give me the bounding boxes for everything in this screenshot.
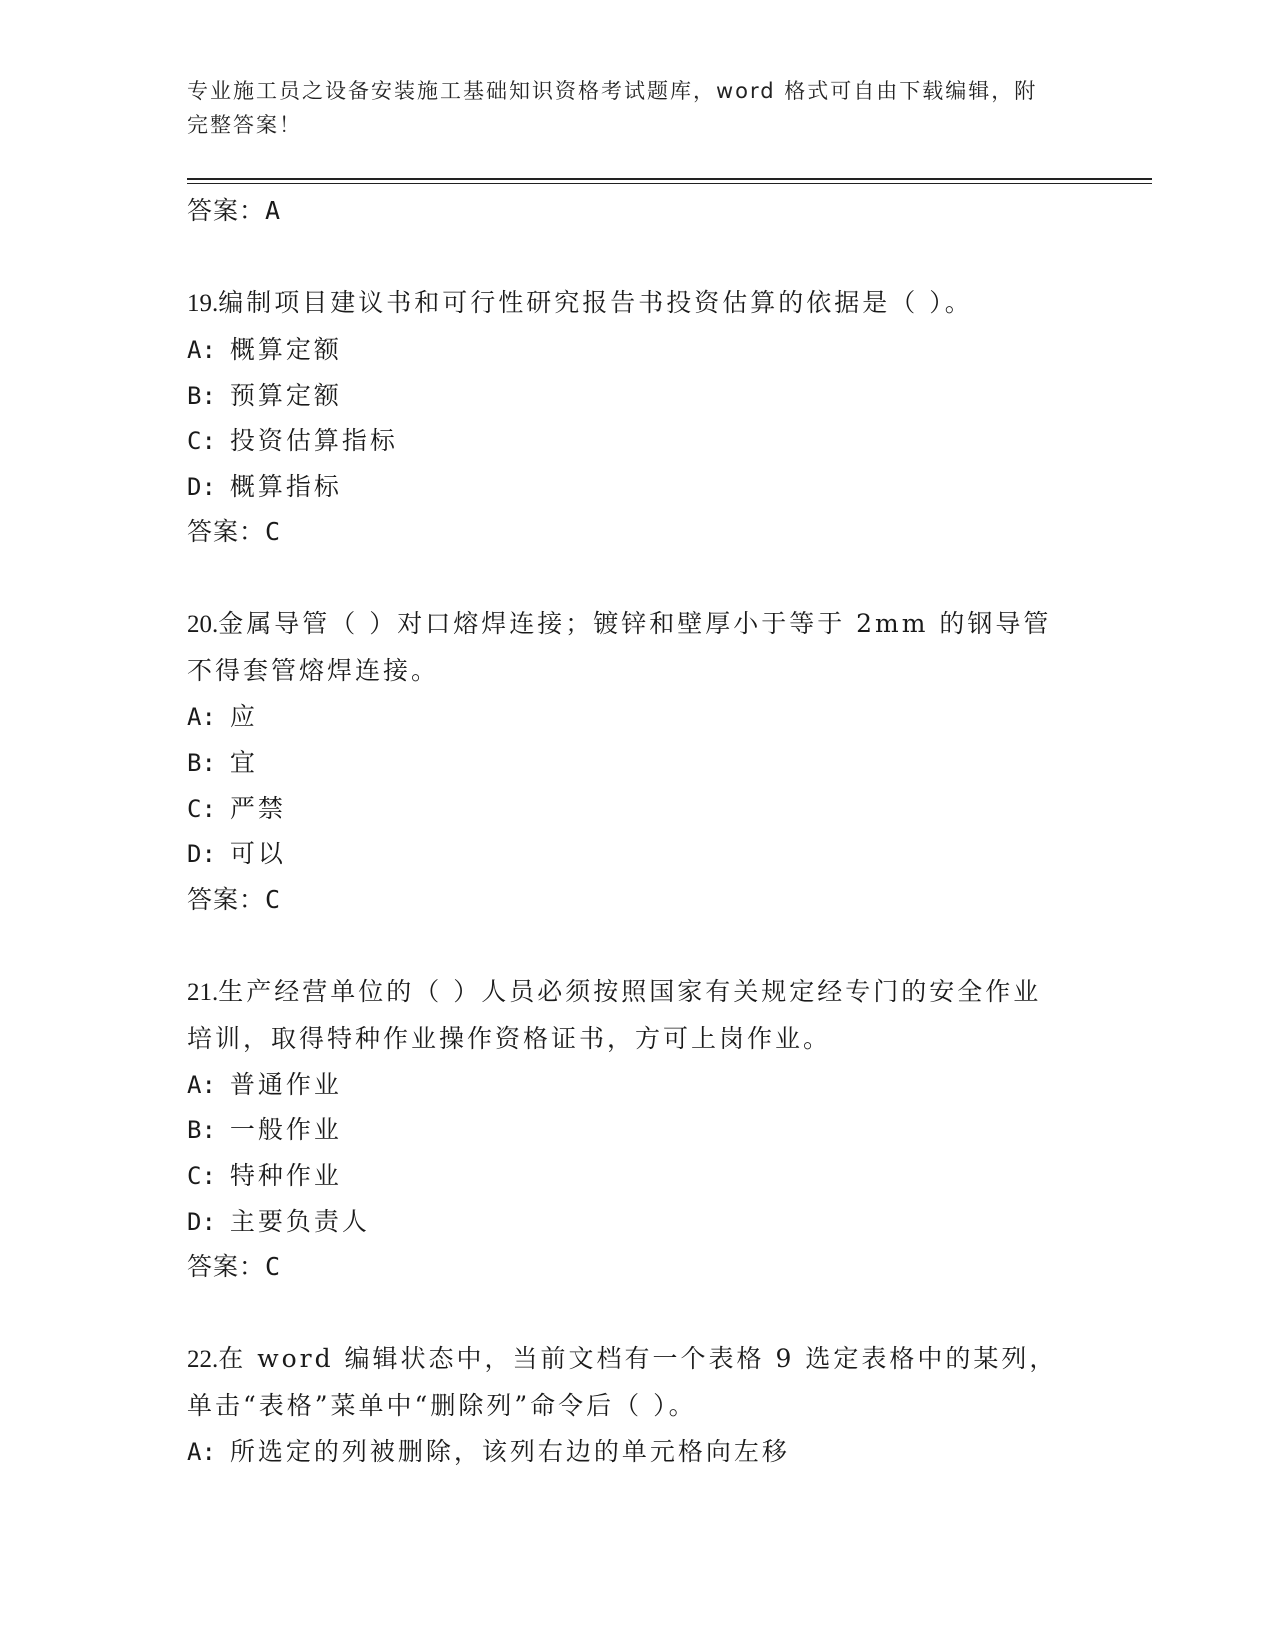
question-text: [187, 601, 1067, 694]
option-c: [187, 418, 1067, 464]
option-letter: A:: [187, 336, 216, 364]
option-letter: A:: [187, 1070, 216, 1099]
option-d: [187, 464, 1067, 510]
option-a: [187, 1062, 1067, 1108]
question-number: 22.: [187, 1346, 219, 1374]
option-letter: C:: [187, 1161, 216, 1190]
option-d: [187, 831, 1067, 877]
option-text: 可以: [229, 839, 286, 869]
answer-label: 答案：: [187, 1252, 266, 1282]
question-number: 21.: [187, 978, 219, 1006]
option-text: 预算定额: [229, 380, 342, 410]
option-text: 宜: [229, 747, 258, 777]
option-text: 应: [229, 702, 258, 732]
question-21: [187, 969, 1067, 1290]
option-b: [187, 373, 1067, 419]
option-text: 特种作业: [229, 1160, 342, 1190]
answer-line: [187, 188, 1067, 234]
option-letter: D:: [187, 840, 216, 869]
option-letter: D:: [187, 472, 216, 501]
answer-label: 答案：: [187, 196, 266, 225]
answer-value: A: [265, 196, 282, 225]
option-letter: B:: [187, 1116, 216, 1145]
question-text: [187, 969, 1067, 1062]
option-text: 一般作业: [229, 1115, 342, 1145]
answer-value: C: [265, 517, 282, 547]
option-letter: A:: [187, 1438, 216, 1467]
header-divider-thin: [187, 183, 1152, 184]
option-c: [187, 1153, 1067, 1199]
option-a: [187, 327, 1067, 373]
option-text: 严禁: [229, 793, 286, 823]
option-c: [187, 786, 1067, 832]
option-a: [187, 1429, 1067, 1475]
question-text: [187, 280, 1067, 327]
answer-value: C: [265, 884, 282, 914]
header-text: 专业施工员之设备安装施工基础知识资格考试题库，word 格式可自由下载编辑，附完整答案！: [187, 79, 1038, 137]
answer-label: 答案：: [187, 884, 266, 914]
option-a: [187, 694, 1067, 740]
option-letter: A:: [187, 703, 216, 732]
option-letter: C:: [187, 794, 216, 823]
question-number: 20.: [187, 611, 219, 639]
option-letter: D:: [187, 1207, 216, 1236]
page-header: [187, 74, 1047, 142]
option-letter: B:: [187, 381, 216, 410]
option-letter: C:: [187, 427, 216, 456]
answer-line: [187, 1244, 1067, 1290]
answer-line: [187, 877, 1067, 923]
option-text: 投资估算指标: [229, 426, 398, 456]
option-text: 概算指标: [229, 471, 342, 501]
answer-label: 答案：: [187, 517, 266, 547]
option-b: [187, 740, 1067, 786]
question-text: [187, 1336, 1067, 1429]
option-d: [187, 1199, 1067, 1245]
question-20: [187, 601, 1067, 922]
answer-line: [187, 509, 1067, 555]
option-text: 所选定的列被删除，该列右边的单元格向左移: [229, 1437, 790, 1467]
question-stem: 编制项目建议书和可行性研究报告书投资估算的依据是（ ）。: [218, 288, 973, 317]
document-body: [187, 188, 1067, 1475]
question-stem: 在 word 编辑状态中，当前文档有一个表格 9 选定表格中的某列，单击“表格”菜单中“删除列”命令后（ ）。: [187, 1344, 1058, 1421]
answer-value: C: [265, 1252, 282, 1282]
option-b: [187, 1107, 1067, 1153]
option-text: 概算定额: [229, 335, 342, 364]
question-stem: 生产经营单位的（ ）人员必须按照国家有关规定经专门的安全作业培训，取得特种作业操作资格证书，方可上岗作业。: [187, 976, 1042, 1053]
option-text: 普通作业: [229, 1069, 342, 1099]
question-19: [187, 280, 1067, 555]
option-text: 主要负责人: [229, 1206, 370, 1236]
header-divider: [187, 178, 1152, 180]
question-22: [187, 1336, 1067, 1475]
option-letter: B:: [187, 748, 216, 777]
question-number: 19.: [187, 290, 219, 317]
question-stem: 金属导管（ ）对口熔焊连接；镀锌和壁厚小于等于 2mm 的钢导管不得套管熔焊连接。: [187, 609, 1052, 686]
